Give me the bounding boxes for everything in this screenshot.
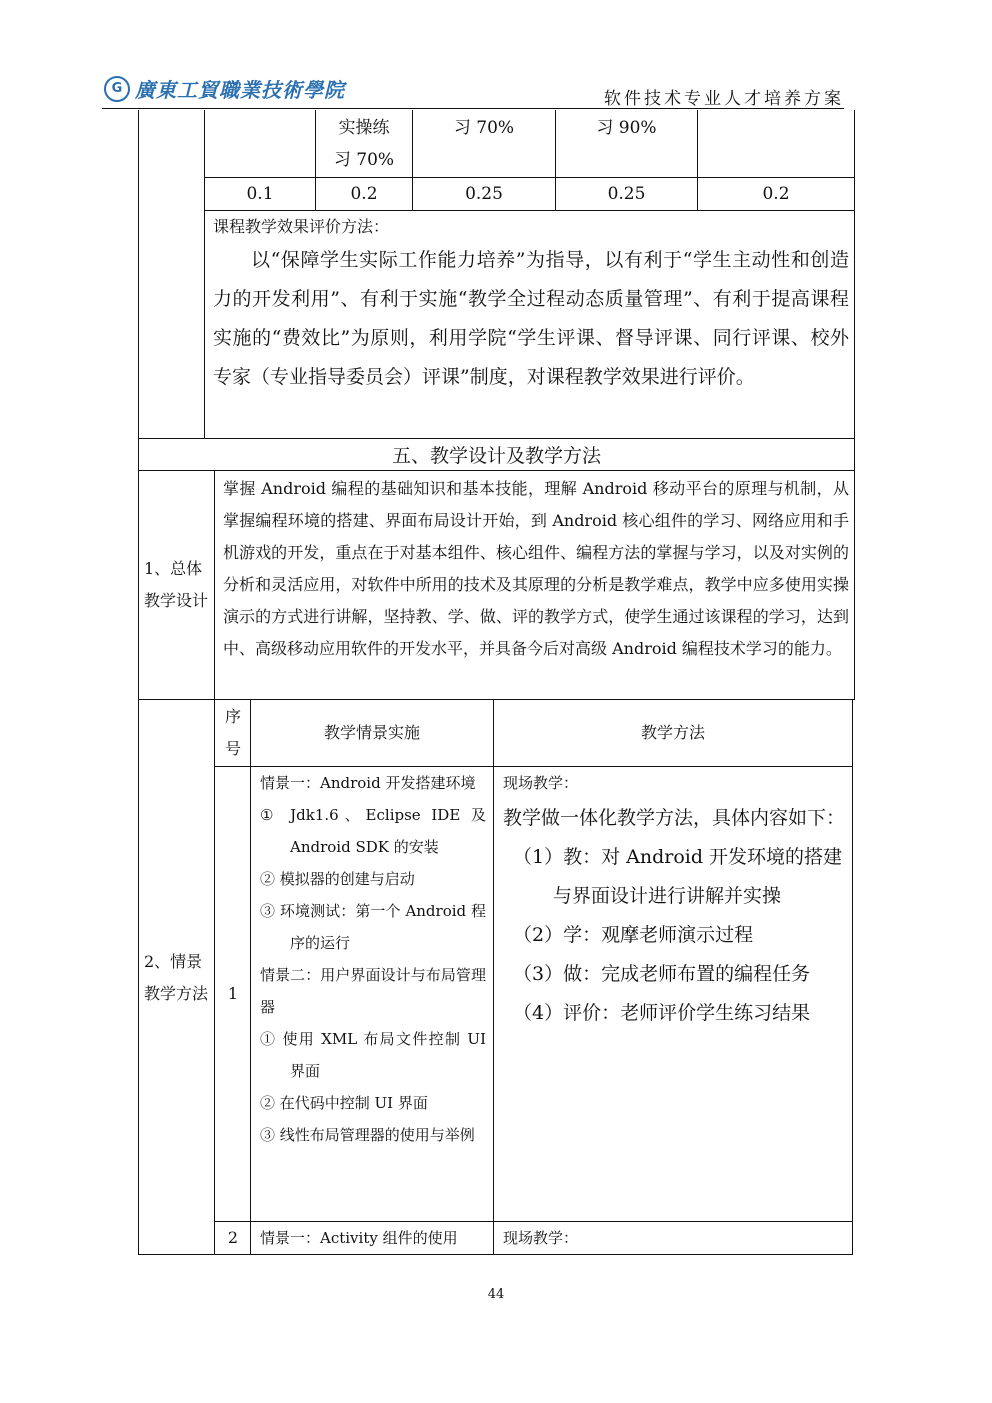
column-header-method: 教学方法	[640, 723, 705, 742]
impl-line: 情景二：用户界面设计与布局管理器	[260, 966, 486, 1016]
table-cell-practice: 实操练 习 70%	[333, 118, 395, 170]
method-title: 现场教学：	[503, 774, 579, 792]
impl-line: ① 使用 XML 布局文件控制 UI 界面	[260, 1030, 486, 1080]
impl-line: 情景一：Activity 组件的使用	[260, 1229, 458, 1247]
impl-line: ① Jdk1.6、Eclipse IDE 及 Android SDK 的安装	[260, 806, 486, 856]
column-header-implementation: 教学情景实施	[323, 723, 420, 742]
weight-cell: 0.2	[350, 184, 378, 204]
evaluation-heading: 课程教学效果评价方法：	[213, 217, 390, 236]
method-item: （2）学：观摩老师演示过程	[513, 924, 754, 946]
evaluation-block	[213, 213, 849, 435]
school-emblem-icon: G	[104, 76, 130, 102]
impl-line: ② 在代码中控制 UI 界面	[260, 1094, 428, 1112]
method-item: （1）教：对 Android 开发环境的搭建与界面设计进行讲解并实操	[513, 846, 843, 907]
table-cell-practice-2: 习 70%	[453, 118, 515, 138]
weight-cell: 0.1	[246, 184, 274, 204]
overall-design-text: 掌握 Android 编程的基础知识和基本技能，理解 Android 移动平台的原理与机制，从掌握编程环境的搭建、界面布局设计开始，到 Android 核心组件的学习、网络应用和手机游戏的开发，重点在于对基本组件、核心组件、编程方法的掌握与学习，以及对实例的分析和灵活应用，对软件中所用的技术及其原理的分析是教学难点，教学中应多使用实操演示的方式进行讲解，坚持教、学、做、评的教学方式，使学生通过该课程的学习，达到中、高级移动应用软件的开发水平，并具备今后对高级 Android 编程技术学习的能力。	[223, 479, 849, 658]
evaluation-body: 以“保障学生实际工作能力培养”为指导，以有利于“学生主动性和创造力的开发利用”、有利于实施“教学全过程动态质量管理”、有利于提高课程实施的“费效比”为原则，利用学院“学生评课、督导评课、同行评课、校外专家（专业指导委员会）评课”制度，对课程教学效果进行评价。	[213, 249, 849, 388]
page-header	[0, 0, 992, 112]
implementation-list	[260, 767, 486, 1221]
impl-line: ③ 线性布局管理器的使用与举例	[260, 1126, 475, 1144]
method-title: 现场教学：	[503, 1229, 579, 1247]
school-name: 廣東工貿職業技術學院	[135, 78, 345, 102]
method-block	[503, 767, 848, 1221]
school-logo	[104, 74, 345, 103]
method-item: （4）评价：老师评价学生练习结果	[513, 1002, 811, 1024]
impl-line: 情景一：Android 开发搭建环境	[260, 774, 476, 792]
method-item: （3）做：完成老师布置的编程任务	[513, 963, 811, 985]
scenario-label: 2、情景教学方法	[144, 951, 209, 1003]
weight-cell: 0.2	[762, 184, 790, 204]
weight-cell: 0.25	[465, 184, 503, 204]
impl-line: ② 模拟器的创建与启动	[260, 870, 415, 888]
table-cell-practice-3: 习 90%	[596, 118, 657, 138]
weight-cell: 0.25	[607, 184, 646, 204]
impl-line: ③ 环境测试：第一个 Android 程序的运行	[260, 902, 486, 952]
method-lead: 教学做一体化教学方法，具体内容如下：	[503, 807, 846, 829]
page-number: 44	[487, 1287, 505, 1302]
header-rule	[102, 108, 844, 109]
overall-design-label: 1、总体教学设计	[144, 558, 209, 610]
row-number: 1	[227, 984, 239, 1003]
section-title: 五、教学设计及教学方法	[391, 445, 601, 467]
document-title: 软件技术专业人才培养方案	[604, 89, 844, 109]
column-header-no: 序号	[225, 707, 242, 758]
row-number: 2	[227, 1228, 239, 1247]
